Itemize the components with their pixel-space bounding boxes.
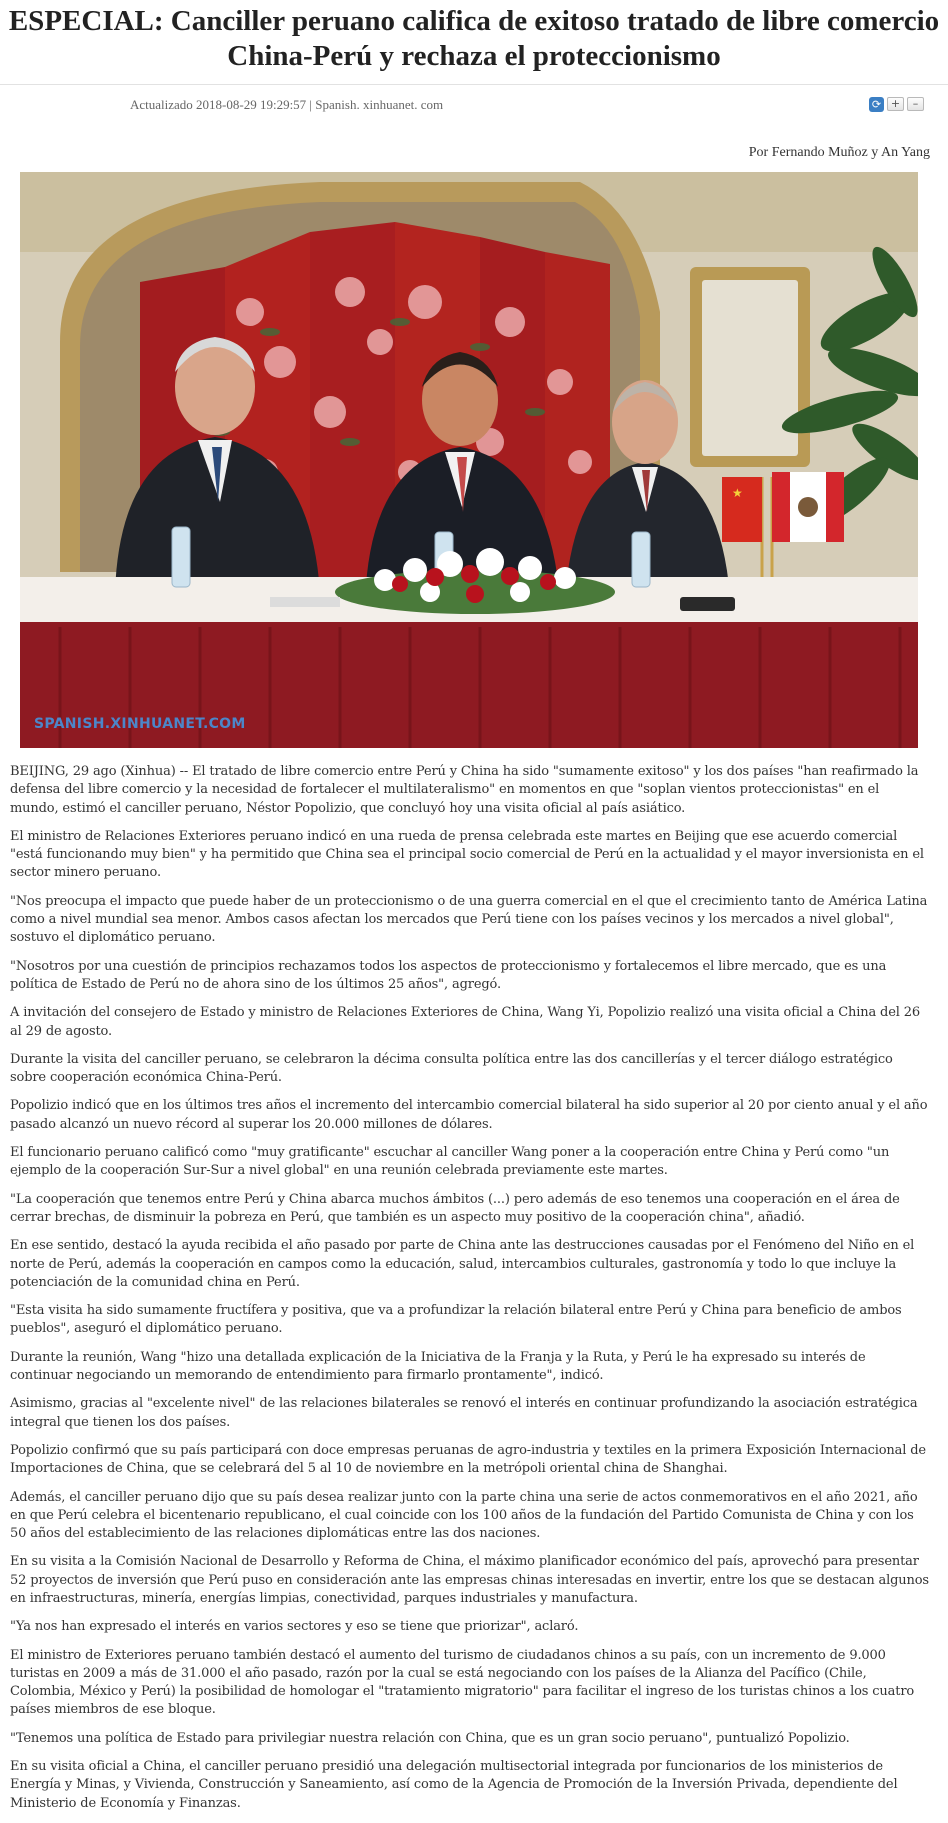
article-tools bbox=[869, 95, 924, 113]
share-icon[interactable]: ⟳ bbox=[869, 97, 884, 112]
article-meta: Actualizado 2018-08-29 19:29:57 | Spanish. xinhuanet. com bbox=[130, 97, 444, 112]
article-paragraph: Popolizio confirmó que su país participará con doce empresas peruanas de agro-industria y textiles en la primera Exposición Internacional de Importaciones de China, que se celebrará del 5 al 10 de noviembre en la metrópoli oriental china de Shanghai. bbox=[10, 1442, 926, 1477]
article-paragraph: Además, el canciller peruano dijo que su país desea realizar junto con la parte china una serie de actos conmemorativos en el año 2021, año en que Perú celebra el bicentenario republicano, el cual coincide con los 100 años de la fundación del Partido Comunista de China y con los 50 años del establecimiento de las relaciones diplomáticas entre las dos naciones. bbox=[10, 1489, 918, 1542]
article-headline: ESPECIAL: Canciller peruano califica de exitoso tratado de libre comercio China-Perú y rechaza el proteccionismo bbox=[8, 5, 940, 72]
article-paragraph: "Tenemos una política de Estado para privilegiar nuestra relación con China, que es un gran socio peruano", puntualizó Popolizio. bbox=[10, 1730, 850, 1746]
photo-watermark: SPANISH.XINHUANET.COM bbox=[34, 716, 246, 732]
article-paragraph: En ese sentido, destacó la ayuda recibida el año pasado por parte de China ante las destrucciones causadas por el Fenómeno del Niño en el norte de Perú, además la cooperación en campos como la educación, salud, intercambios culturales, gastronomía y todo lo que incluye la potenciación de la comunidad china en Perú. bbox=[10, 1238, 915, 1290]
article-paragraph: "Esta visita ha sido sumamente fructífera y positiva, que va a profundizar la relación bilateral entre Perú y China para beneficio de ambos pueblos", aseguró el diplomático peruano. bbox=[10, 1303, 902, 1337]
article-paragraph: El ministro de Exteriores peruano también destacó el aumento del turismo de ciudadanos chinos a su país, con un incremento de 9.000 turistas en 2009 a más de 31.000 el año pasado, razón por la cual se está negociando con los países de la Alianza del Pacífico (Chile, Colombia, México y Perú) la posibilidad de homologar el "tratamiento migratorio" para facilitar el ingreso de los turistas chinos a los cuatro países miembros de ese bloque. bbox=[10, 1647, 915, 1718]
article-paragraph: "La cooperación que tenemos entre Perú y China abarca muchos ámbitos (...) pero además de eso tenemos una cooperación en el área de cerrar brechas, de disminuir la pobreza en Perú, que también es un aspecto muy positivo de la cooperación china", añadió. bbox=[10, 1191, 900, 1225]
article-paragraph: "Nosotros por una cuestión de principios rechazamos todos los aspectos de proteccionismo y fortalecemos el libre mercado, que es una política de Estado de Perú no de ahora sino de los últimos 25 años", agregó. bbox=[10, 958, 887, 992]
font-decrease-button[interactable]: – bbox=[907, 97, 924, 111]
article-paragraph: El funcionario peruano calificó como "muy gratificante" escuchar al canciller Wang poner a la cooperación entre China y Perú como "un ejemplo de la cooperación Sur-Sur a nivel global" en una reunión celebrada previamente este martes. bbox=[10, 1145, 890, 1179]
press-conference-illustration bbox=[20, 172, 918, 748]
article-paragraph: A invitación del consejero de Estado y ministro de Relaciones Exteriores de China, Wang Yi, Popolizio realizó una visita oficial a China del 26 al 29 de agosto. bbox=[10, 1005, 920, 1039]
article-paragraph: En su visita a la Comisión Nacional de Desarrollo y Reforma de China, el máximo planificador económico del país, aprovechó para presentar 52 proyectos de inversión que Perú puso en consideración ante las empresas chinas interesadas en invertir, entre los que se destacan algunos en infraestructuras, minería, energías limpias, conectividad, parques industriales y manufactura. bbox=[10, 1554, 929, 1606]
header-divider bbox=[0, 84, 948, 85]
article-paragraph: BEIJING, 29 ago (Xinhua) -- El tratado de libre comercio entre Perú y China ha sido "sumamente exitoso" y los dos países "han reafirmado la defensa del libre comercio y la necesidad de fortalecer el multilateralismo" en momentos en que "soplan vientos proteccionistas" en el mundo, estimó el canciller peruano, Néstor Popolizio, que concluyó hoy una visita oficial al país asiático. bbox=[10, 764, 919, 816]
article-photo bbox=[20, 172, 918, 748]
article-paragraph: En su visita oficial a China, el canciller peruano presidió una delegación multisectorial integrada por funcionarios de los ministerios de Energía y Minas, y Vivienda, Construcción y Saneamiento, así como de la Agencia de Promoción de la Inversión Privada, dependiente del Ministerio de Economía y Finanzas. bbox=[10, 1759, 898, 1811]
article-paragraph: "Nos preocupa el impacto que puede haber de un proteccionismo o de una guerra comercial en el que el crecimiento tanto de América Latina como a nivel mundial sea menor. Ambos casos afectan los mercados que Perú tiene con los países vecinos y los mercados a nivel global", sostuvo el diplomático peruano. bbox=[10, 893, 928, 946]
font-increase-button[interactable]: + bbox=[887, 97, 904, 111]
article-byline: Por Fernando Muñoz y An Yang bbox=[748, 145, 930, 160]
article-paragraph: Popolizio indicó que en los últimos tres años el incremento del intercambio comercial bilateral ha sido superior al 20 por ciento anual y el año pasado alcanzó un nuevo récord al superar los 20.000 millones de dólares. bbox=[10, 1098, 928, 1132]
article-paragraph: "Ya nos han expresado el interés en varios sectores y eso se tiene que priorizar", aclaró. bbox=[10, 1619, 579, 1635]
article-paragraph: Durante la visita del canciller peruano, se celebraron la décima consulta política entre las dos cancillerías y el tercer diálogo estratégico sobre cooperación económica China-Perú. bbox=[10, 1051, 893, 1086]
article-paragraph: Durante la reunión, Wang "hizo una detallada explicación de la Iniciativa de la Franja y la Ruta, y Perú le ha expresado su interés de continuar negociando un memorando de entendimiento para firmarlo prontamente", indicó. bbox=[10, 1349, 866, 1384]
article-body bbox=[10, 763, 930, 1823]
svg-text:★: ★ bbox=[732, 486, 743, 500]
article-paragraph: El ministro de Relaciones Exteriores peruano indicó en una rueda de prensa celebrada este martes en Beijing que ese acuerdo comercial "está funcionando muy bien" y ha permitido que China sea el principal socio comercial de Perú en la actualidad y el mayor inversionista en el sector minero peruano. bbox=[10, 828, 924, 881]
article-paragraph: Asimismo, gracias al "excelente nivel" de las relaciones bilaterales se renovó el interés en continuar profundizando la asociación estratégica integral que tienen los dos países. bbox=[10, 1396, 918, 1430]
